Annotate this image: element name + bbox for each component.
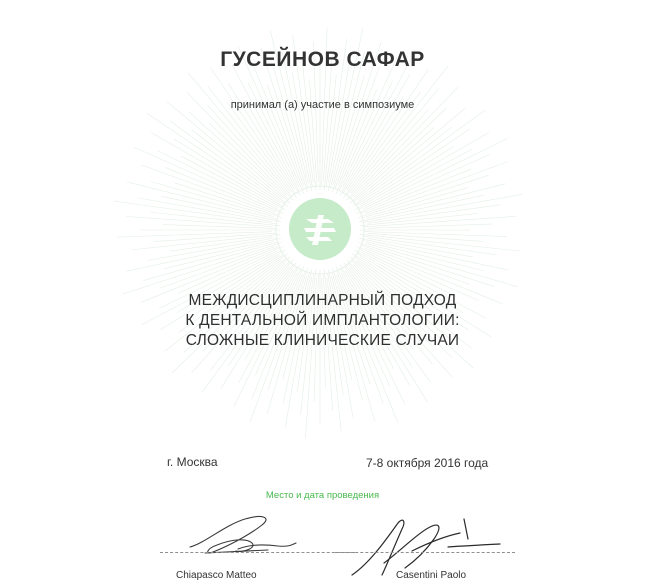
starburst-ray [141,165,278,215]
event-title [0,291,645,351]
starburst-ray [210,68,295,194]
event-city: г. Москва [167,455,218,469]
starburst-ray [357,154,490,213]
starburst-ray [150,212,280,226]
starburst-ray [302,57,316,190]
starburst-ray [192,130,286,203]
event-dates: 7-8 октября 2016 года [366,456,489,470]
event-title-line: К ДЕНТАЛЬНОЙ ИМПЛАНТОЛОГИИ: [185,312,460,329]
starburst-ray [160,246,275,288]
starburst-ray [163,225,276,229]
signature-casentini [352,519,500,575]
starburst-ray [367,238,472,257]
starburst-ray [170,121,288,207]
starburst-ray [208,105,294,200]
starburst-ray [364,216,516,227]
starburst-ray [365,162,508,214]
signature-line-left [160,552,355,553]
signer-name-chiapasco: Chiapasco Matteo [176,570,257,581]
place-date-label: Место и дата проведения [265,490,380,501]
starburst-ray [177,246,283,293]
event-title-line: МЕЖДИСЦИПЛИНАРНЫЙ ПОДХОД [188,292,457,309]
starburst-ray [232,65,299,191]
starburst-ray [154,233,276,242]
signature-line-right [335,552,515,553]
starburst-ray [157,151,280,211]
starburst-ray [368,205,501,224]
event-title-line: СЛОЖНЫЕ КЛИНИЧЕСКИЕ СЛУЧАИ [185,332,460,349]
starburst-ray [368,224,493,228]
starburst-ray [123,242,282,294]
participation-text: принимал (а) участие в симпозиуме [230,99,415,111]
logo-icon [288,197,352,261]
starburst-ray [188,73,291,196]
starburst-ray [117,232,272,237]
starburst-ray [167,101,283,199]
starburst-ray [347,66,448,195]
signer-name-casentini: Casentini Paolo [396,570,467,581]
starburst-ray [368,233,484,241]
recipient-name: ГУСЕЙНОВ САФАР [220,48,425,71]
starburst-ray [364,236,497,255]
starburst-ray [143,242,278,281]
starburst-ray [209,123,288,199]
starburst-ray [114,201,276,224]
starburst-ray [347,69,429,190]
signature-chiapasco [190,517,296,553]
starburst-ray [364,232,507,237]
starburst-ray [132,234,280,250]
starburst-ray [363,138,508,209]
starburst-ray [309,79,316,186]
signatures [0,505,645,585]
